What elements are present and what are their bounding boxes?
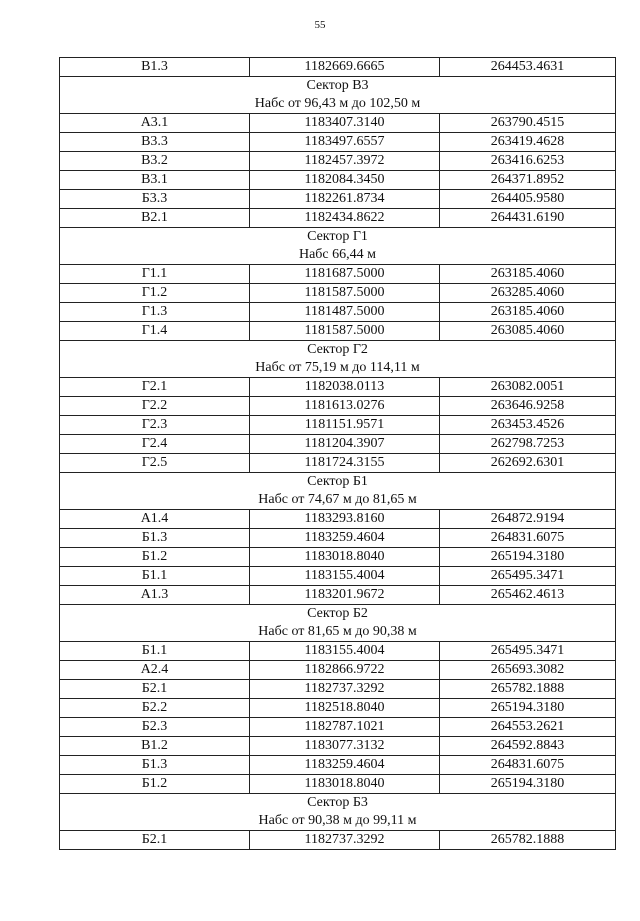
sector-header-row: [60, 473, 616, 510]
table-row: [60, 171, 616, 190]
table-row: [60, 133, 616, 152]
x-coordinate-cell: 1181204.3907: [250, 435, 440, 454]
table-row: [60, 718, 616, 737]
y-coordinate-cell: 263790.4515: [440, 114, 616, 133]
y-coordinate-cell: 264592.8843: [440, 737, 616, 756]
point-id-cell: Г2.1: [60, 378, 250, 397]
sector-elevation: Набс от 81,65 м до 90,38 м: [258, 624, 417, 639]
y-coordinate-cell: 265495.3471: [440, 567, 616, 586]
sector-header: [60, 77, 616, 114]
table-row: [60, 378, 616, 397]
sector-header-row: [60, 605, 616, 642]
sector-elevation: Набс от 75,19 м до 114,11 м: [255, 360, 420, 375]
y-coordinate-cell: 263419.4628: [440, 133, 616, 152]
point-id-cell: Б1.3: [60, 529, 250, 548]
sector-elevation: Набс от 90,38 м до 99,11 м: [258, 813, 417, 828]
x-coordinate-cell: 1183293.8160: [250, 510, 440, 529]
table-row: [60, 642, 616, 661]
point-id-cell: Б1.2: [60, 775, 250, 794]
table-row: [60, 190, 616, 209]
point-id-cell: А3.1: [60, 114, 250, 133]
page-number: 55: [314, 19, 326, 31]
x-coordinate-cell: 1181487.5000: [250, 303, 440, 322]
table-row: [60, 284, 616, 303]
x-coordinate-cell: 1183155.4004: [250, 567, 440, 586]
table-row: [60, 58, 616, 77]
x-coordinate-cell: 1181613.0276: [250, 397, 440, 416]
x-coordinate-cell: 1183407.3140: [250, 114, 440, 133]
point-id-cell: В3.3: [60, 133, 250, 152]
sector-header: [60, 473, 616, 510]
point-id-cell: Б3.3: [60, 190, 250, 209]
x-coordinate-cell: 1182866.9722: [250, 661, 440, 680]
point-id-cell: В1.3: [60, 58, 250, 77]
table-row: [60, 831, 616, 850]
sector-elevation: Набс от 74,67 м до 81,65 м: [258, 492, 417, 507]
point-id-cell: Г2.3: [60, 416, 250, 435]
point-id-cell: А1.4: [60, 510, 250, 529]
sector-header-row: [60, 228, 616, 265]
sector-elevation: Набс 66,44 м: [298, 247, 377, 262]
x-coordinate-cell: 1182669.6665: [250, 58, 440, 77]
table-row: [60, 548, 616, 567]
x-coordinate-cell: 1181724.3155: [250, 454, 440, 473]
x-coordinate-cell: 1183155.4004: [250, 642, 440, 661]
point-id-cell: Г1.4: [60, 322, 250, 341]
x-coordinate-cell: 1183259.4604: [250, 529, 440, 548]
y-coordinate-cell: 265194.3180: [440, 775, 616, 794]
x-coordinate-cell: 1183259.4604: [250, 756, 440, 775]
y-coordinate-cell: 262798.7253: [440, 435, 616, 454]
table-row: [60, 586, 616, 605]
y-coordinate-cell: 264831.6075: [440, 529, 616, 548]
sector-title: Сектор В3: [306, 78, 369, 93]
sector-header: [60, 794, 616, 831]
point-id-cell: Б2.3: [60, 718, 250, 737]
x-coordinate-cell: 1182787.1021: [250, 718, 440, 737]
table-row: [60, 567, 616, 586]
x-coordinate-cell: 1183201.9672: [250, 586, 440, 605]
table-row: [60, 756, 616, 775]
x-coordinate-cell: 1181587.5000: [250, 322, 440, 341]
table-row: [60, 435, 616, 454]
table-row: [60, 152, 616, 171]
point-id-cell: Г2.5: [60, 454, 250, 473]
point-id-cell: В3.1: [60, 171, 250, 190]
sector-title: Сектор Б1: [307, 474, 368, 489]
y-coordinate-cell: 265194.3180: [440, 699, 616, 718]
table-row: [60, 529, 616, 548]
point-id-cell: Б1.3: [60, 756, 250, 775]
y-coordinate-cell: 265782.1888: [440, 831, 616, 850]
point-id-cell: Б2.1: [60, 831, 250, 850]
point-id-cell: Б1.1: [60, 567, 250, 586]
x-coordinate-cell: 1182038.0113: [250, 378, 440, 397]
x-coordinate-cell: 1183497.6557: [250, 133, 440, 152]
y-coordinate-cell: 263185.4060: [440, 265, 616, 284]
sector-header: [60, 228, 616, 265]
table-row: [60, 209, 616, 228]
point-id-cell: Б1.1: [60, 642, 250, 661]
y-coordinate-cell: 265194.3180: [440, 548, 616, 567]
table-row: [60, 510, 616, 529]
y-coordinate-cell: 264405.9580: [440, 190, 616, 209]
table-row: [60, 680, 616, 699]
table-row: [60, 265, 616, 284]
table-row: [60, 322, 616, 341]
point-id-cell: Г1.2: [60, 284, 250, 303]
table-row: [60, 397, 616, 416]
x-coordinate-cell: 1182261.8734: [250, 190, 440, 209]
point-id-cell: А2.4: [60, 661, 250, 680]
sector-header-row: [60, 77, 616, 114]
sector-title: Сектор Г2: [307, 342, 368, 357]
x-coordinate-cell: 1181687.5000: [250, 265, 440, 284]
table-row: [60, 699, 616, 718]
coordinates-table: [59, 57, 616, 850]
y-coordinate-cell: 263285.4060: [440, 284, 616, 303]
y-coordinate-cell: 265495.3471: [440, 642, 616, 661]
y-coordinate-cell: 265462.4613: [440, 586, 616, 605]
y-coordinate-cell: 264431.6190: [440, 209, 616, 228]
y-coordinate-cell: 263085.4060: [440, 322, 616, 341]
y-coordinate-cell: 263185.4060: [440, 303, 616, 322]
point-id-cell: Г1.3: [60, 303, 250, 322]
sector-elevation: Набс от 96,43 м до 102,50 м: [254, 96, 421, 111]
point-id-cell: В1.2: [60, 737, 250, 756]
y-coordinate-cell: 263082.0051: [440, 378, 616, 397]
y-coordinate-cell: 265693.3082: [440, 661, 616, 680]
table-row: [60, 775, 616, 794]
sector-header: [60, 341, 616, 378]
y-coordinate-cell: 263416.6253: [440, 152, 616, 171]
y-coordinate-cell: 262692.6301: [440, 454, 616, 473]
x-coordinate-cell: 1182737.3292: [250, 680, 440, 699]
x-coordinate-cell: 1182518.8040: [250, 699, 440, 718]
x-coordinate-cell: 1182434.8622: [250, 209, 440, 228]
x-coordinate-cell: 1181151.9571: [250, 416, 440, 435]
sector-header-row: [60, 341, 616, 378]
point-id-cell: А1.3: [60, 586, 250, 605]
sector-title: Сектор Г1: [307, 229, 368, 244]
sector-header-row: [60, 794, 616, 831]
y-coordinate-cell: 264831.6075: [440, 756, 616, 775]
point-id-cell: Б2.1: [60, 680, 250, 699]
table-row: [60, 416, 616, 435]
x-coordinate-cell: 1182084.3450: [250, 171, 440, 190]
point-id-cell: Г1.1: [60, 265, 250, 284]
table-row: [60, 661, 616, 680]
sector-header: [60, 605, 616, 642]
y-coordinate-cell: 263646.9258: [440, 397, 616, 416]
point-id-cell: В3.2: [60, 152, 250, 171]
y-coordinate-cell: 263453.4526: [440, 416, 616, 435]
coordinates-table-body: [60, 58, 616, 850]
x-coordinate-cell: 1181587.5000: [250, 284, 440, 303]
y-coordinate-cell: 264371.8952: [440, 171, 616, 190]
point-id-cell: Б2.2: [60, 699, 250, 718]
sector-title: Сектор Б2: [307, 606, 368, 621]
x-coordinate-cell: 1182457.3972: [250, 152, 440, 171]
point-id-cell: Г2.4: [60, 435, 250, 454]
table-row: [60, 114, 616, 133]
x-coordinate-cell: 1182737.3292: [250, 831, 440, 850]
point-id-cell: Г2.2: [60, 397, 250, 416]
table-row: [60, 737, 616, 756]
point-id-cell: Б1.2: [60, 548, 250, 567]
x-coordinate-cell: 1183018.8040: [250, 775, 440, 794]
x-coordinate-cell: 1183077.3132: [250, 737, 440, 756]
sector-title: Сектор Б3: [307, 795, 368, 810]
table-row: [60, 454, 616, 473]
y-coordinate-cell: 264553.2621: [440, 718, 616, 737]
point-id-cell: В2.1: [60, 209, 250, 228]
table-row: [60, 303, 616, 322]
x-coordinate-cell: 1183018.8040: [250, 548, 440, 567]
y-coordinate-cell: 265782.1888: [440, 680, 616, 699]
y-coordinate-cell: 264872.9194: [440, 510, 616, 529]
y-coordinate-cell: 264453.4631: [440, 58, 616, 77]
